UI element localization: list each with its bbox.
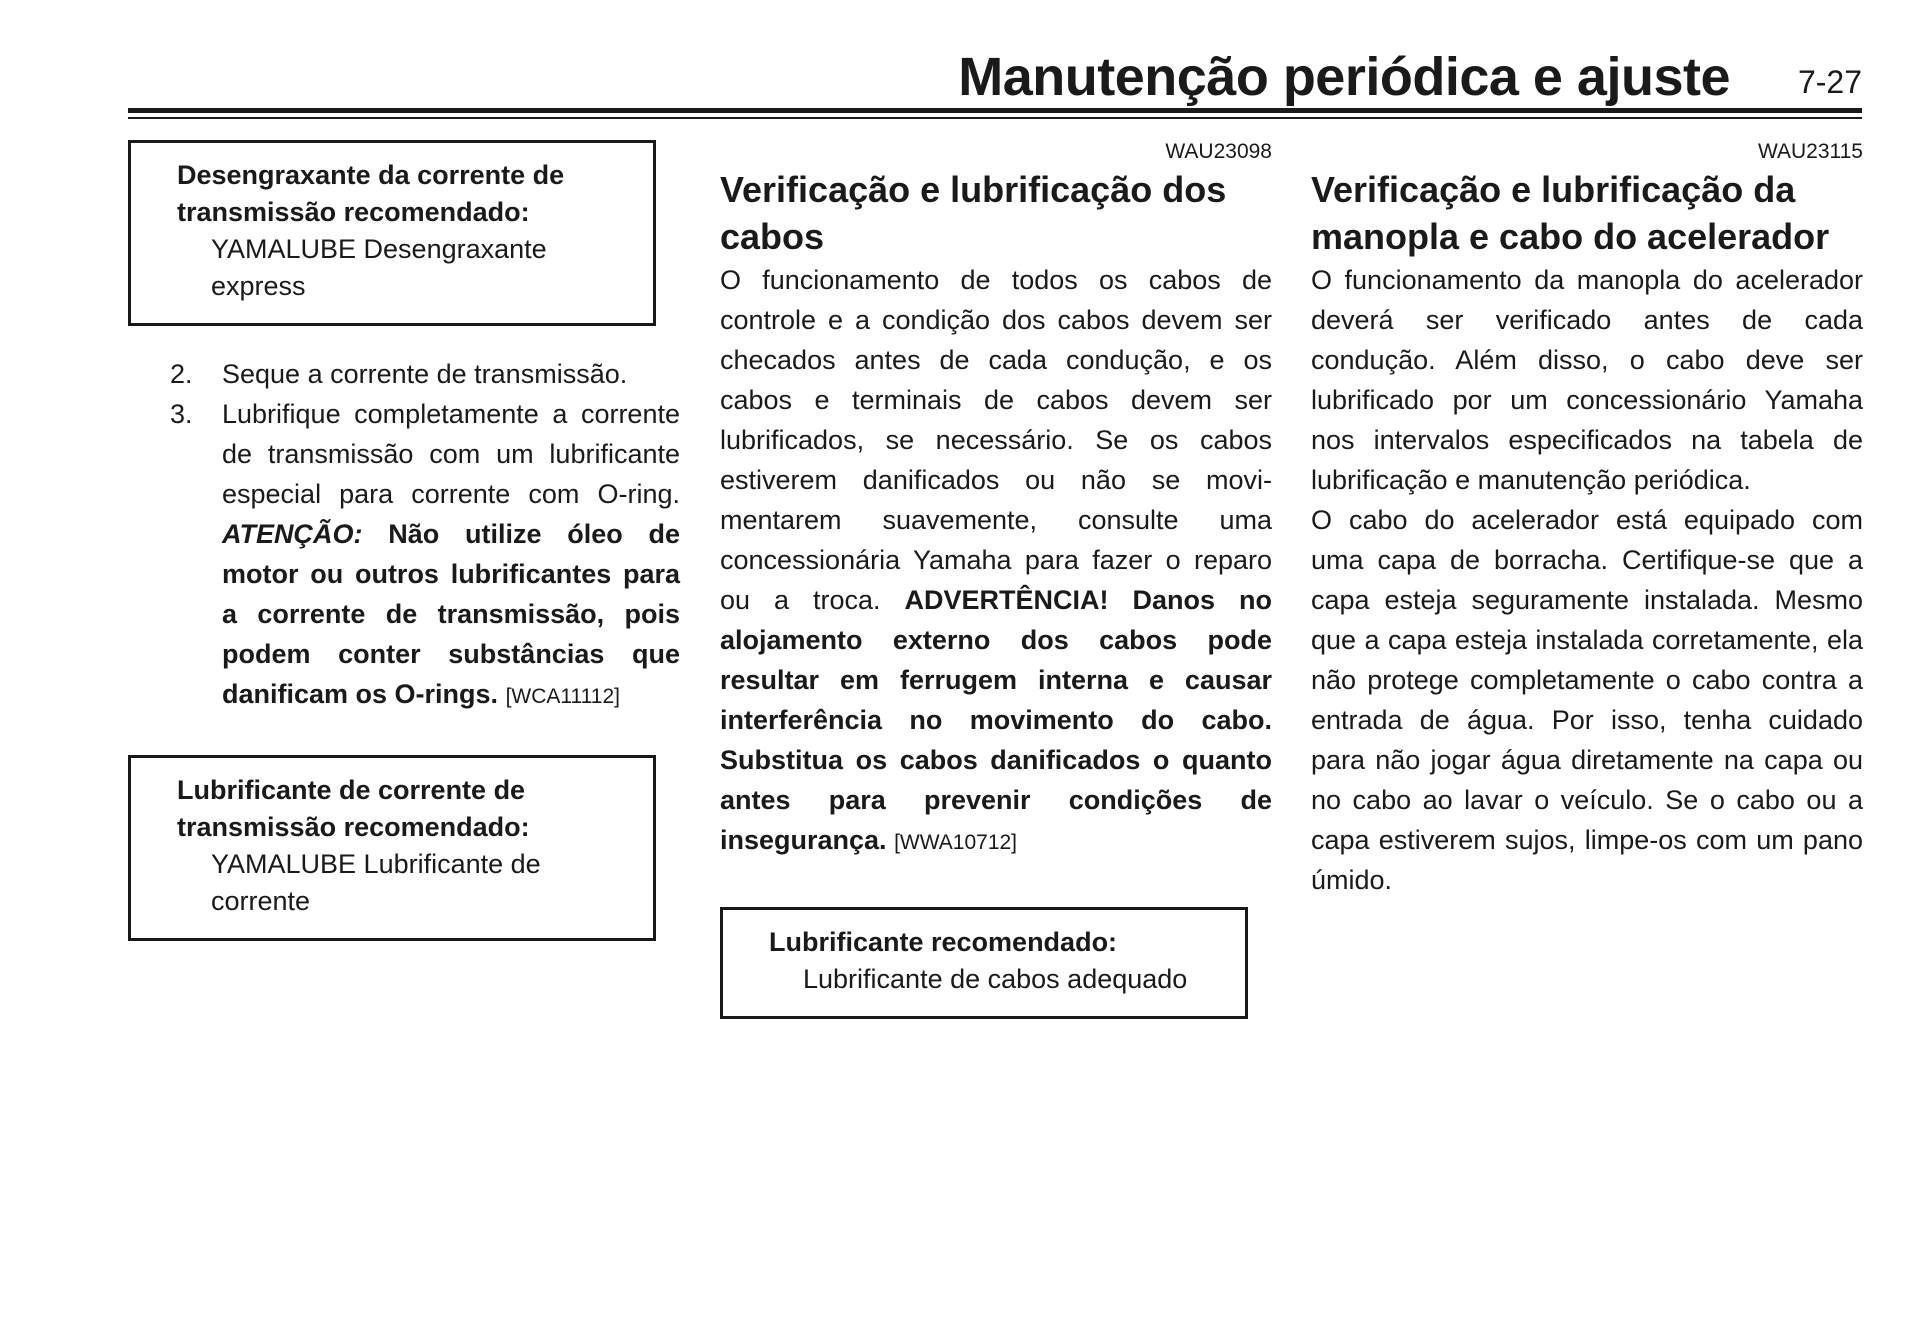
throttle-paragraph-2: O cabo do acelerador está equipado com uma capa de borracha. Certifique-se que a capa esteja seguramente instalada. Mesmo que a capa esteja instalada corretamente, ela não protege completamente o cabo contra a entrada de água. Por isso, tenha cuidado para não jogar água diretamente na capa ou no cabo ao lavar o veículo. Se o cabo ou a capa estiverem sujos, limpe-os com um pano úmido. bbox=[1311, 505, 1863, 895]
list-item bbox=[128, 394, 680, 717]
section-code: WAU23098 bbox=[1165, 140, 1272, 163]
header-rule-thick bbox=[128, 108, 1862, 113]
attention-label: ATENÇÃO: bbox=[222, 519, 363, 549]
throttle-paragraph-1: O funcionamento da manopla do acelerador deverá ser verificado antes de cada condução. Além disso, o cabo deve ser lubrificado por um concessionário Yamaha nos intervalos especificados na tabela de lubrificação e manutenção periódica. bbox=[1311, 265, 1863, 495]
page-title: Manutenção periódica e ajuste bbox=[958, 47, 1730, 107]
cables-paragraph bbox=[720, 260, 1272, 863]
column-2 bbox=[720, 140, 1272, 1019]
header-rule-thin bbox=[128, 117, 1862, 119]
section-heading: Verificação e lubrificação da manopla e cabo do acelerador bbox=[1311, 169, 1830, 257]
section-code: WAU23115 bbox=[1757, 140, 1863, 163]
step-list bbox=[128, 354, 680, 717]
list-item bbox=[128, 354, 680, 394]
degreaser-spec-value: YAMALUBE Desengraxante express bbox=[211, 234, 547, 301]
column-1 bbox=[128, 140, 680, 941]
page-number: 7-27 bbox=[1797, 64, 1862, 100]
step-text: Lubrifique completamente a corrente de transmissão com um lubrificante especial para corrente com O-ring. bbox=[222, 399, 680, 509]
chain-lube-spec-value: YAMALUBE Lubrificante de corrente bbox=[211, 849, 541, 916]
warning-text: ADVERTÊNCIA! Danos no alojamento externo dos cabos pode resultar em ferrugem interna e causar interferência no movimento do cabo. Substitua os cabos danificados o quanto antes para prevenir condições de insegurança. bbox=[720, 585, 1272, 855]
section-heading: Verificação e lubrificação dos cabos bbox=[720, 169, 1227, 257]
step-number: 3. bbox=[170, 399, 193, 429]
step-text: Seque a corrente de transmissão. bbox=[222, 359, 628, 389]
warning-ref-code: [WWA10712] bbox=[894, 831, 1018, 854]
degreaser-spec-box bbox=[128, 140, 656, 326]
caution-ref-code: [WCA11112] bbox=[505, 685, 620, 708]
column-3 bbox=[1311, 140, 1863, 900]
chain-lube-spec-title: Lubrificante de corrente de transmissão recomendado: bbox=[177, 775, 530, 842]
degreaser-spec-title: Desengraxante da corrente de transmissão recomendado: bbox=[177, 160, 565, 227]
cables-text: O funcionamento de todos os cabos de controle e a condição dos cabos devem ser checados antes de cada condução, e os cabos e terminais de cabos devem ser lubrificados, se necessário. Se os cabos estiverem danificados ou não se movimentarem suavemente, consulte uma concessionária Yamaha para fazer o reparo ou a troca. bbox=[720, 265, 1272, 615]
cable-lube-spec-title: Lubrificante recomendado: bbox=[769, 927, 1118, 957]
page-header bbox=[128, 40, 1862, 130]
cable-lube-spec-value: Lubrificante de cabos adequado bbox=[803, 964, 1188, 994]
chain-lube-spec-box bbox=[128, 755, 656, 941]
attention-text: Não utilize óleo de motor ou outros lubrificantes para a corrente de transmissão, pois podem conter substâncias que danificam os O-rings. bbox=[222, 519, 680, 709]
cable-lube-spec-box bbox=[720, 907, 1248, 1019]
step-number: 2. bbox=[170, 359, 193, 389]
